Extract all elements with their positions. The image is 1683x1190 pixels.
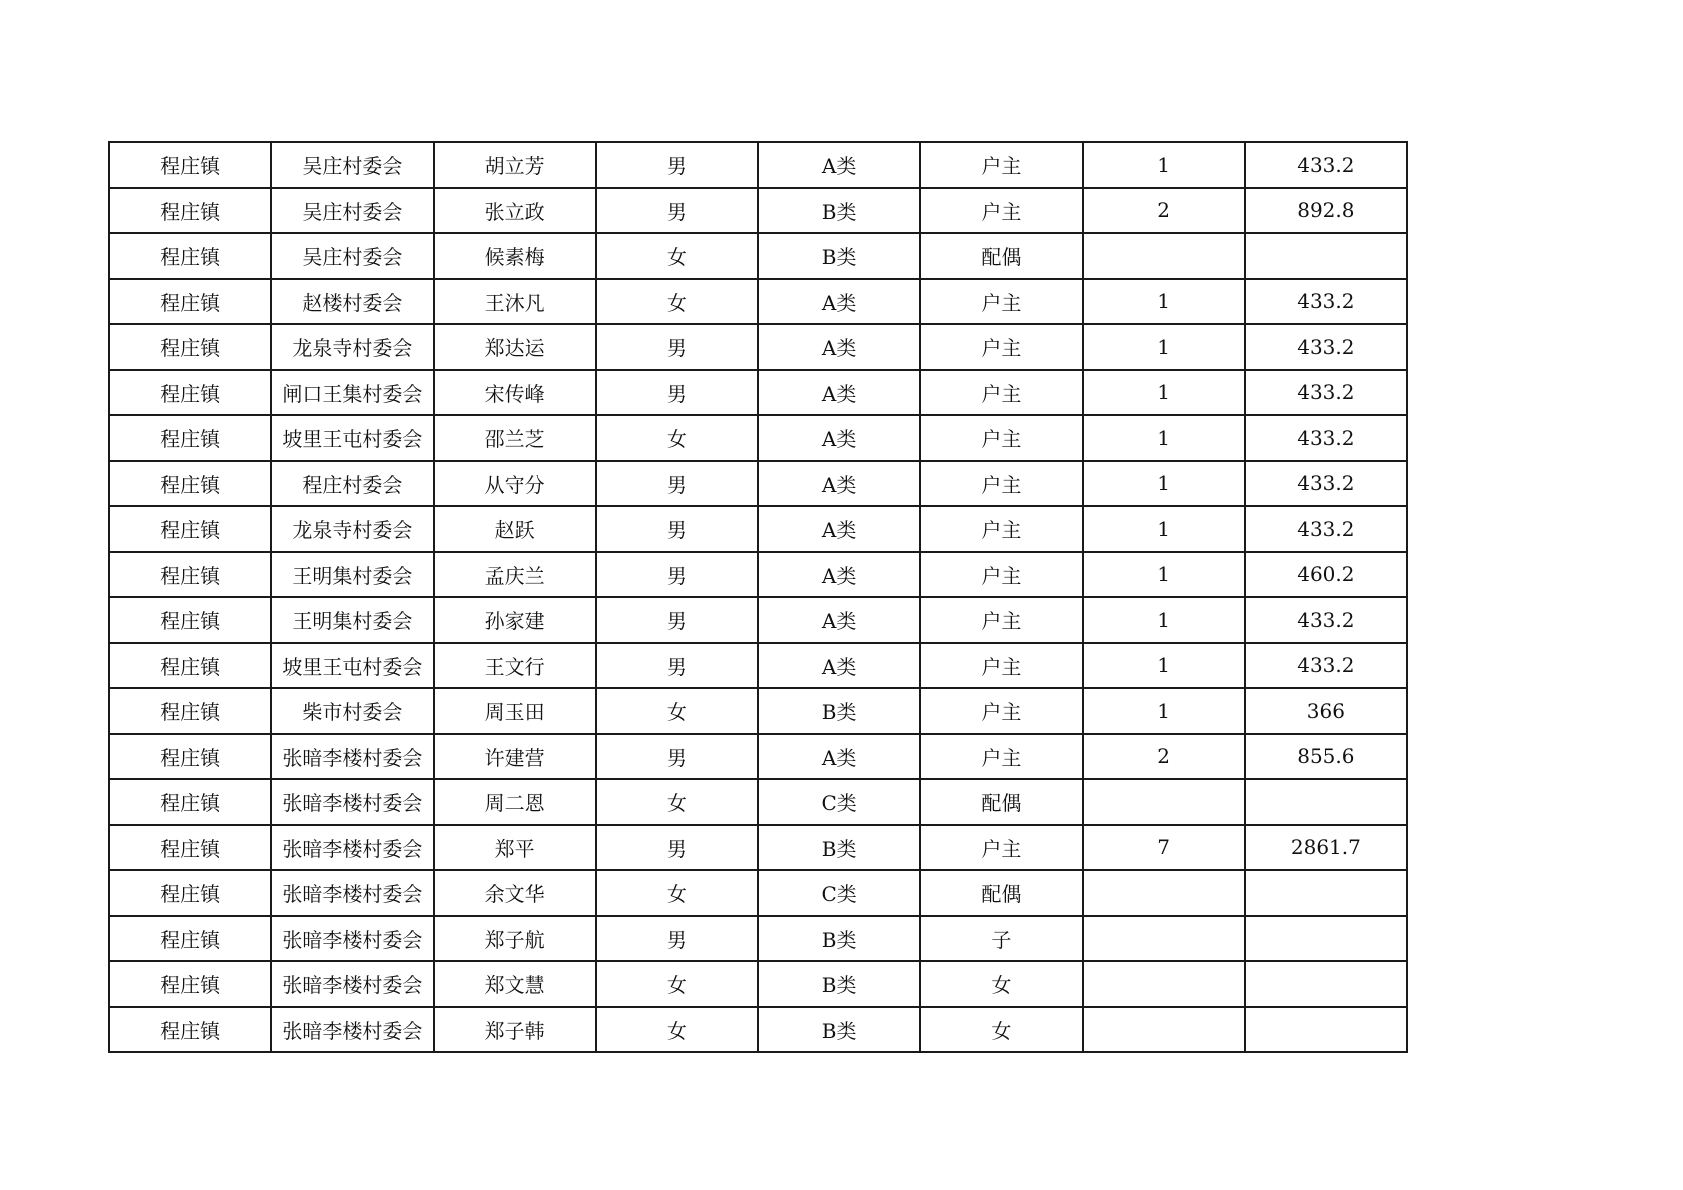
amount-cell: 433.2 <box>1245 506 1407 552</box>
village-cell: 张暗李楼村委会 <box>271 734 433 780</box>
relation-cell: 户主 <box>920 415 1082 461</box>
household-count-cell: 1 <box>1083 506 1245 552</box>
relation-cell: 女 <box>920 1007 1082 1053</box>
name-cell: 邵兰芝 <box>434 415 596 461</box>
amount-cell: 366 <box>1245 688 1407 734</box>
relation-cell: 户主 <box>920 461 1082 507</box>
category-cell: A类 <box>758 461 920 507</box>
name-cell: 王沐凡 <box>434 279 596 325</box>
relation-cell: 户主 <box>920 370 1082 416</box>
category-cell: A类 <box>758 643 920 689</box>
village-cell: 王明集村委会 <box>271 552 433 598</box>
village-cell: 吴庄村委会 <box>271 188 433 234</box>
household-count-cell: 1 <box>1083 279 1245 325</box>
relation-cell: 户主 <box>920 734 1082 780</box>
gender-cell: 男 <box>596 324 758 370</box>
category-cell: A类 <box>758 506 920 552</box>
household-count-cell: 1 <box>1083 643 1245 689</box>
name-cell: 候素梅 <box>434 233 596 279</box>
table-row <box>109 825 1407 871</box>
household-count-cell <box>1083 916 1245 962</box>
table-row <box>109 643 1407 689</box>
table-row <box>109 506 1407 552</box>
relation-cell: 户主 <box>920 188 1082 234</box>
name-cell: 宋传峰 <box>434 370 596 416</box>
village-cell: 吴庄村委会 <box>271 233 433 279</box>
amount-cell <box>1245 233 1407 279</box>
relation-cell: 户主 <box>920 597 1082 643</box>
town-cell: 程庄镇 <box>109 870 271 916</box>
category-cell: B类 <box>758 961 920 1007</box>
category-cell: C类 <box>758 870 920 916</box>
town-cell: 程庄镇 <box>109 415 271 461</box>
town-cell: 程庄镇 <box>109 961 271 1007</box>
household-count-cell <box>1083 961 1245 1007</box>
table-row <box>109 597 1407 643</box>
village-cell: 王明集村委会 <box>271 597 433 643</box>
category-cell: A类 <box>758 370 920 416</box>
household-count-cell <box>1083 233 1245 279</box>
gender-cell: 男 <box>596 506 758 552</box>
household-count-cell: 1 <box>1083 370 1245 416</box>
category-cell: B类 <box>758 916 920 962</box>
document-page <box>108 141 1408 1053</box>
amount-cell: 892.8 <box>1245 188 1407 234</box>
amount-cell: 433.2 <box>1245 415 1407 461</box>
category-cell: B类 <box>758 688 920 734</box>
gender-cell: 女 <box>596 688 758 734</box>
table-row <box>109 552 1407 598</box>
category-cell: B类 <box>758 233 920 279</box>
category-cell: A类 <box>758 279 920 325</box>
category-cell: A类 <box>758 734 920 780</box>
name-cell: 周二恩 <box>434 779 596 825</box>
household-count-cell: 1 <box>1083 461 1245 507</box>
town-cell: 程庄镇 <box>109 916 271 962</box>
household-count-cell: 2 <box>1083 734 1245 780</box>
relation-cell: 配偶 <box>920 870 1082 916</box>
amount-cell: 855.6 <box>1245 734 1407 780</box>
category-cell: B类 <box>758 1007 920 1053</box>
table-row <box>109 142 1407 188</box>
amount-cell <box>1245 961 1407 1007</box>
table-row <box>109 688 1407 734</box>
gender-cell: 男 <box>596 370 758 416</box>
table-body <box>109 142 1407 1052</box>
table-row <box>109 188 1407 234</box>
amount-cell: 433.2 <box>1245 279 1407 325</box>
table-row <box>109 1007 1407 1053</box>
gender-cell: 男 <box>596 461 758 507</box>
relation-cell: 户主 <box>920 279 1082 325</box>
village-cell: 坡里王屯村委会 <box>271 643 433 689</box>
household-count-cell: 1 <box>1083 688 1245 734</box>
gender-cell: 男 <box>596 188 758 234</box>
town-cell: 程庄镇 <box>109 597 271 643</box>
name-cell: 郑文慧 <box>434 961 596 1007</box>
village-cell: 程庄村委会 <box>271 461 433 507</box>
gender-cell: 女 <box>596 279 758 325</box>
village-cell: 张暗李楼村委会 <box>271 961 433 1007</box>
relation-cell: 户主 <box>920 142 1082 188</box>
relation-cell: 户主 <box>920 825 1082 871</box>
town-cell: 程庄镇 <box>109 825 271 871</box>
village-cell: 张暗李楼村委会 <box>271 1007 433 1053</box>
amount-cell: 433.2 <box>1245 370 1407 416</box>
relation-cell: 女 <box>920 961 1082 1007</box>
table-row <box>109 734 1407 780</box>
town-cell: 程庄镇 <box>109 552 271 598</box>
village-cell: 龙泉寺村委会 <box>271 506 433 552</box>
amount-cell <box>1245 870 1407 916</box>
table-row <box>109 324 1407 370</box>
town-cell: 程庄镇 <box>109 1007 271 1053</box>
relation-cell: 户主 <box>920 506 1082 552</box>
gender-cell: 女 <box>596 415 758 461</box>
name-cell: 郑达运 <box>434 324 596 370</box>
name-cell: 赵跃 <box>434 506 596 552</box>
name-cell: 郑子航 <box>434 916 596 962</box>
name-cell: 孙家建 <box>434 597 596 643</box>
amount-cell <box>1245 1007 1407 1053</box>
village-cell: 吴庄村委会 <box>271 142 433 188</box>
table-row <box>109 461 1407 507</box>
gender-cell: 男 <box>596 552 758 598</box>
amount-cell <box>1245 779 1407 825</box>
table-row <box>109 415 1407 461</box>
household-count-cell: 1 <box>1083 324 1245 370</box>
name-cell: 郑平 <box>434 825 596 871</box>
gender-cell: 男 <box>596 643 758 689</box>
village-cell: 张暗李楼村委会 <box>271 916 433 962</box>
gender-cell: 男 <box>596 142 758 188</box>
amount-cell: 2861.7 <box>1245 825 1407 871</box>
gender-cell: 男 <box>596 597 758 643</box>
gender-cell: 男 <box>596 916 758 962</box>
name-cell: 郑子韩 <box>434 1007 596 1053</box>
household-count-cell: 7 <box>1083 825 1245 871</box>
table-row <box>109 233 1407 279</box>
gender-cell: 女 <box>596 870 758 916</box>
relation-cell: 配偶 <box>920 779 1082 825</box>
town-cell: 程庄镇 <box>109 688 271 734</box>
category-cell: A类 <box>758 597 920 643</box>
gender-cell: 女 <box>596 233 758 279</box>
table-row <box>109 279 1407 325</box>
household-count-cell: 1 <box>1083 415 1245 461</box>
household-count-cell <box>1083 779 1245 825</box>
amount-cell: 433.2 <box>1245 142 1407 188</box>
relation-cell: 户主 <box>920 552 1082 598</box>
amount-cell: 433.2 <box>1245 461 1407 507</box>
town-cell: 程庄镇 <box>109 643 271 689</box>
town-cell: 程庄镇 <box>109 734 271 780</box>
category-cell: A类 <box>758 142 920 188</box>
category-cell: A类 <box>758 552 920 598</box>
category-cell: B类 <box>758 825 920 871</box>
household-count-cell: 1 <box>1083 552 1245 598</box>
gender-cell: 女 <box>596 779 758 825</box>
village-cell: 闸口王集村委会 <box>271 370 433 416</box>
gender-cell: 男 <box>596 825 758 871</box>
town-cell: 程庄镇 <box>109 324 271 370</box>
name-cell: 许建营 <box>434 734 596 780</box>
amount-cell <box>1245 916 1407 962</box>
amount-cell: 433.2 <box>1245 643 1407 689</box>
amount-cell: 460.2 <box>1245 552 1407 598</box>
table-row <box>109 961 1407 1007</box>
town-cell: 程庄镇 <box>109 779 271 825</box>
relation-cell: 户主 <box>920 688 1082 734</box>
relation-cell: 子 <box>920 916 1082 962</box>
category-cell: C类 <box>758 779 920 825</box>
amount-cell: 433.2 <box>1245 324 1407 370</box>
relation-cell: 户主 <box>920 643 1082 689</box>
household-count-cell: 1 <box>1083 142 1245 188</box>
name-cell: 王文行 <box>434 643 596 689</box>
village-cell: 赵楼村委会 <box>271 279 433 325</box>
table-row <box>109 916 1407 962</box>
name-cell: 周玉田 <box>434 688 596 734</box>
household-count-cell: 1 <box>1083 597 1245 643</box>
town-cell: 程庄镇 <box>109 188 271 234</box>
town-cell: 程庄镇 <box>109 506 271 552</box>
town-cell: 程庄镇 <box>109 370 271 416</box>
name-cell: 张立政 <box>434 188 596 234</box>
village-cell: 柴市村委会 <box>271 688 433 734</box>
village-cell: 龙泉寺村委会 <box>271 324 433 370</box>
household-count-cell <box>1083 1007 1245 1053</box>
village-cell: 张暗李楼村委会 <box>271 779 433 825</box>
name-cell: 孟庆兰 <box>434 552 596 598</box>
category-cell: B类 <box>758 188 920 234</box>
name-cell: 余文华 <box>434 870 596 916</box>
village-cell: 张暗李楼村委会 <box>271 825 433 871</box>
category-cell: A类 <box>758 324 920 370</box>
household-count-cell: 2 <box>1083 188 1245 234</box>
relation-cell: 户主 <box>920 324 1082 370</box>
town-cell: 程庄镇 <box>109 142 271 188</box>
household-count-cell <box>1083 870 1245 916</box>
amount-cell: 433.2 <box>1245 597 1407 643</box>
gender-cell: 男 <box>596 734 758 780</box>
gender-cell: 女 <box>596 1007 758 1053</box>
name-cell: 胡立芳 <box>434 142 596 188</box>
gender-cell: 女 <box>596 961 758 1007</box>
table-row <box>109 870 1407 916</box>
category-cell: A类 <box>758 415 920 461</box>
relation-cell: 配偶 <box>920 233 1082 279</box>
village-cell: 张暗李楼村委会 <box>271 870 433 916</box>
village-cell: 坡里王屯村委会 <box>271 415 433 461</box>
town-cell: 程庄镇 <box>109 279 271 325</box>
town-cell: 程庄镇 <box>109 233 271 279</box>
data-table <box>108 141 1408 1053</box>
table-row <box>109 779 1407 825</box>
town-cell: 程庄镇 <box>109 461 271 507</box>
table-row <box>109 370 1407 416</box>
name-cell: 从守分 <box>434 461 596 507</box>
